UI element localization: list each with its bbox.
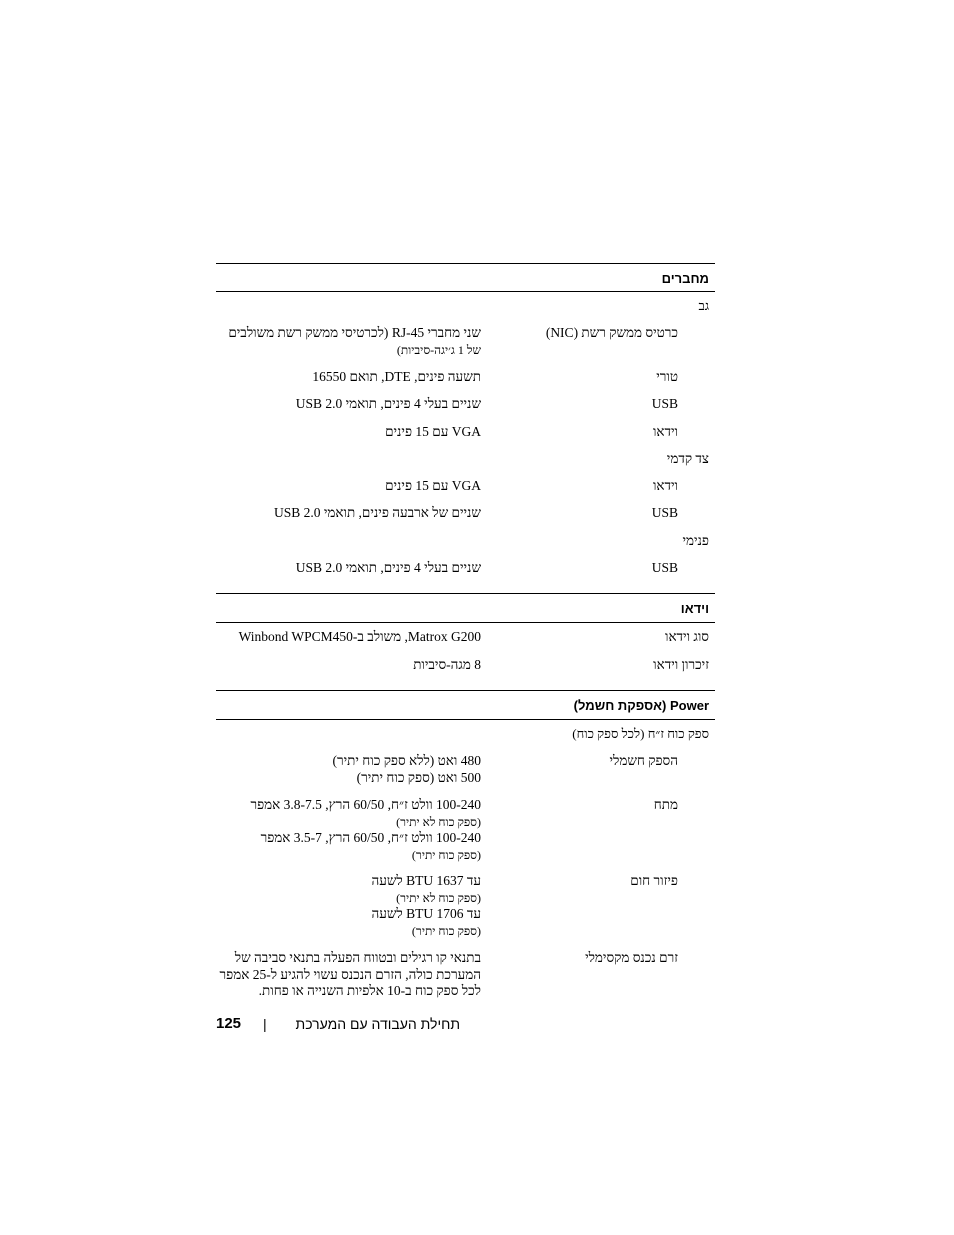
spec-label-wattage: הספק חשמלי xyxy=(609,753,678,768)
spec-label-heat: פיזור חום xyxy=(630,873,678,888)
section-rule-bottom xyxy=(216,291,715,292)
section-rule-top xyxy=(216,263,715,264)
spec-label-video-front: וידאו xyxy=(652,478,678,493)
value-line: המערכת כולה, הזרם הנכנס עשוי להגיע ל-25 אמפר xyxy=(219,966,481,982)
spec-value-wattage xyxy=(332,753,481,786)
subheading-internal: פנימי xyxy=(682,533,709,548)
footer-separator: | xyxy=(263,1016,267,1032)
spec-label-video-back: וידאו xyxy=(652,424,678,439)
value-line: עד 1706 BTU לשעה xyxy=(371,906,481,921)
value-line: (ספק כוח יתיר) xyxy=(411,847,481,862)
value-line: שניים בעלי 4 פינים, תואמי USB 2.0 xyxy=(295,560,481,575)
section-rule-bottom xyxy=(216,719,715,720)
spec-label-voltage: מתח xyxy=(653,797,678,812)
spec-value-video-type xyxy=(239,629,481,646)
spec-value-nic xyxy=(228,325,481,358)
value-line: Matrox G200, משולב ב-Winbond WPCM450 xyxy=(238,629,481,644)
spec-value-voltage xyxy=(250,797,481,863)
footer-title: תחילת העבודה עם המערכת xyxy=(295,1016,460,1032)
spec-label-usb-front: USB xyxy=(651,505,678,520)
spec-value-serial xyxy=(312,369,481,386)
subheading-power-supply: ספק כוח ז״ח (לכל ספק כוח) xyxy=(572,726,709,741)
value-line: (ספק כוח לא יתיר) xyxy=(396,890,481,905)
value-line: שני מחברי RJ-45 (לכרטיסי ממשק רשת משולבים xyxy=(228,325,481,340)
spec-label-serial: טורי xyxy=(656,369,678,384)
spec-value-usb-front xyxy=(274,505,481,522)
value-line: (ספק כוח יתיר) xyxy=(411,923,481,938)
value-line: שניים בעלי 4 פינים, תואמי USB 2.0 xyxy=(295,396,481,411)
value-line: שניים של ארבעה פינים, תואמי USB 2.0 xyxy=(273,505,481,520)
spec-label-usb-internal: USB xyxy=(651,560,678,575)
value-line: 100-240 וולט ז״ח, 60/50 הרץ, 3.8-7.5 אמפר xyxy=(250,797,481,812)
value-line: VGA עם 15 פינים xyxy=(385,478,481,493)
spec-label-inrush: זרם נכנס מקסימלי xyxy=(585,950,678,965)
spec-label-nic: כרטיס ממשק רשת (NIC) xyxy=(545,325,678,340)
value-line: 8 מגה-סיביות xyxy=(413,657,481,672)
spec-value-video-front xyxy=(385,478,481,495)
spec-value-video-memory xyxy=(413,657,481,674)
value-line: תשעה פינים, DTE, תואם 16550 xyxy=(312,369,481,384)
spec-label-usb-back: USB xyxy=(651,396,678,411)
spec-label-video-memory: זיכרון וידאו xyxy=(653,657,709,672)
value-line: 100-240 וולט ז״ח, 60/50 הרץ, 3.5-7 אמפר xyxy=(260,830,481,845)
subheading-front: צד קדמי xyxy=(666,451,709,466)
page-number: 125 xyxy=(216,1015,242,1032)
value-line: (ספק כוח לא יתיר) xyxy=(396,814,481,829)
spec-value-inrush xyxy=(220,950,481,1000)
value-line: VGA עם 15 פינים xyxy=(385,424,481,439)
value-line: בתנאי קו רגילים ובטווח הפעלה בתנאי סביבה של xyxy=(234,950,481,965)
subheading-back: גב xyxy=(698,298,709,313)
section-rule-top xyxy=(216,593,715,594)
section-title-power: Power (אספקת חשמל) xyxy=(573,698,709,713)
spec-label-video-type: סוג וידאו xyxy=(664,629,709,644)
section-title-connectors: מחברים xyxy=(661,271,709,286)
section-rule-top xyxy=(216,690,715,691)
section-rule-bottom xyxy=(216,622,715,623)
spec-value-heat xyxy=(371,873,481,939)
value-line: של 1 ג׳יגה-סיביות) xyxy=(396,342,481,357)
value-line: 500 ואט (ספק כוח יתיר) xyxy=(356,769,481,785)
spec-value-video-back xyxy=(385,424,481,441)
spec-value-usb-back xyxy=(296,396,481,413)
section-title-video: וידאו xyxy=(680,601,709,616)
value-line: 480 ואט (ללא ספק כוח יתיר) xyxy=(332,753,481,768)
spec-value-usb-internal xyxy=(296,560,481,577)
value-line: עד 1637 BTU לשעה xyxy=(371,873,481,888)
value-line: לכל ספק כוח ב-10 אלפיות השנייה או פחות. xyxy=(258,983,481,998)
